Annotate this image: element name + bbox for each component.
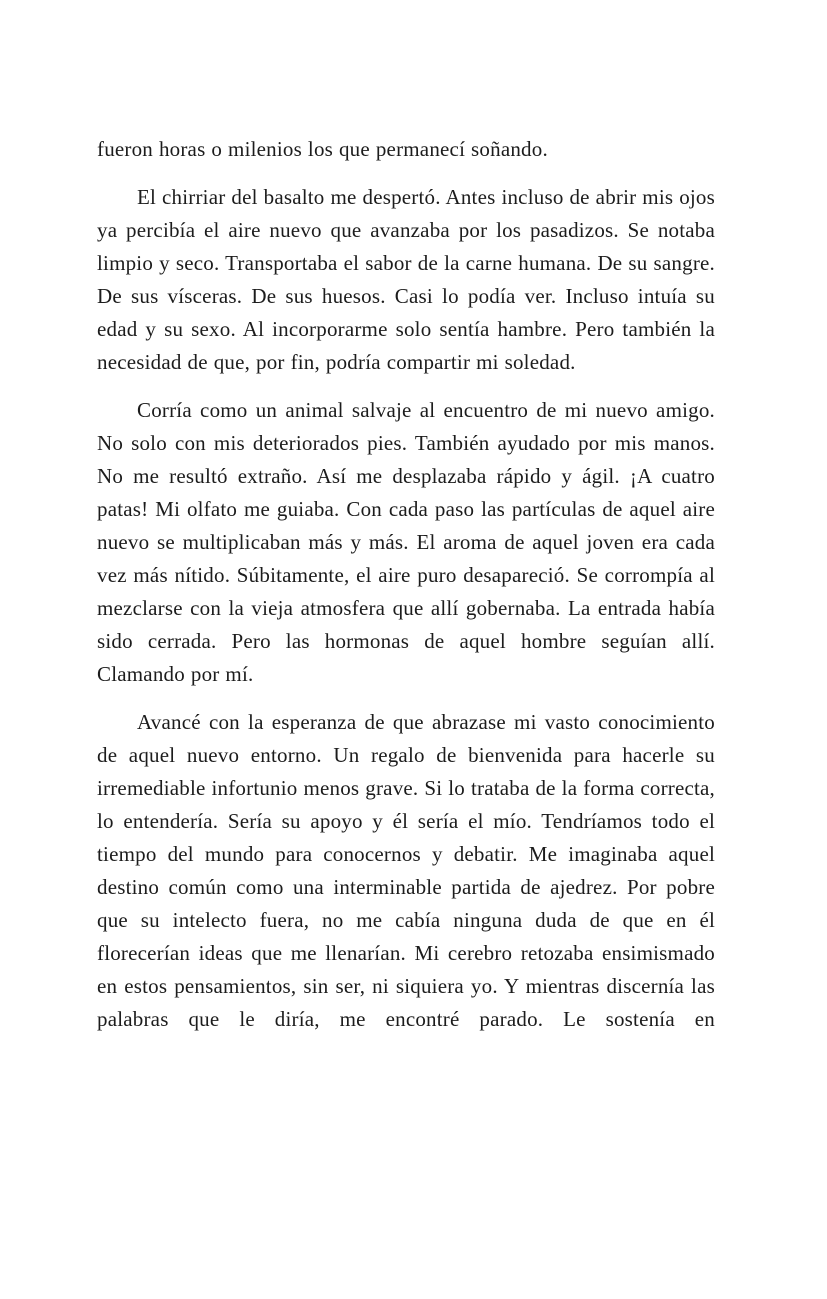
paragraph: fueron horas o milenios los que permanecí soñando. xyxy=(97,137,548,161)
paragraph: El chirriar del basalto me despertó. Antes incluso de abrir mis ojos ya percibía el aire nuevo que avanzaba por los pasadizos. Se notaba limpio y seco. Transportaba el sabor de la carne humana. De su sangre. De sus vísceras. De sus huesos. Casi lo podía ver. Incluso intuía su edad y su sexo. Al incorporarme solo sentía hambre. Pero también la necesidad de que, por fin, podría compartir mi soledad. xyxy=(97,185,715,374)
paragraph: Corría como un animal salvaje al encuentro de mi nuevo amigo. No solo con mis deteriorados pies. También ayudado por mis manos. No me resultó extraño. Así me desplazaba rápido y ágil. ¡A cuatro patas! Mi olfato me guiaba. Con cada paso las partículas de aquel aire nuevo se multiplicaban más y más. El aroma de aquel joven era cada vez más nítido. Súbitamente, el aire puro desapareció. Se corrompía al mezclarse con la vieja atmosfera que allí gobernaba. La entrada había sido cerrada. Pero las hormonas de aquel hombre seguían allí. Clamando por mí. xyxy=(97,398,715,686)
paragraph: Avancé con la esperanza de que abrazase mi vasto conocimiento de aquel nuevo entorno. Un regalo de bienvenida para hacerle su irremediable infortunio menos grave. Si lo trataba de la forma correcta, lo entendería. Sería su apoyo y él sería el mío. Tendríamos todo el tiempo del mundo para conocernos y debatir. Me imaginaba aquel destino común como una interminable partida de ajedrez. Por pobre que su intelecto fuera, no me cabía ninguna duda de que en él florecerían ideas que me llenarían. Mi cerebro retozaba ensimismado en estos pensamientos, sin ser, ni siquiera yo. Y mientras discernía las palabras que le diría, me encontré parado. Le sostenía en xyxy=(97,710,715,1031)
